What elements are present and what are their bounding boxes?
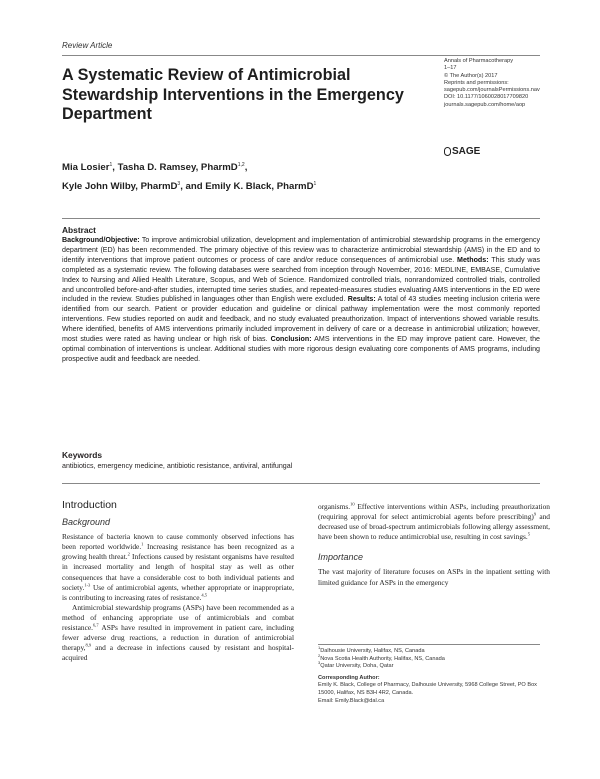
citation-ref: 8,9 [85,642,92,648]
conclusion-label: Conclusion: [270,335,312,344]
section-heading: Introduction [62,499,117,511]
meta-journal-link[interactable]: journals.sagepub.com/home/aop [444,101,526,108]
citation-ref: 9 [533,511,537,517]
publisher-name: SAGE [452,146,481,157]
footnote-rule [318,644,540,645]
left-column [62,500,294,663]
publisher-logo [444,146,480,157]
paragraph: Antimicrobial stewardship programs (ASPs) have been recommended as a method of enhancing appropriate use of antimicrobials and combat resistance.$^{6,7}$ ASPs have resulted in improvement in patient care, including fewer adverse drug reactions, a reduction in duration of antimicrobial therapy,$^{8,9}$ and a decrease in infections caused by resistant and hospital-acquired [62,602,294,663]
author: and Emily K. Black, PharmD [185,181,314,193]
meta-copyright: © The Author(s) 2017 [444,72,498,79]
background-label: Background/Objective: [62,236,140,244]
paragraph: organisms.$^{10}$ Effective interventions within ASPs, including preauthorization (requiring approval for select antimicrobial agents before prescribing)$^9$ and decreased use of broad-spectrum antimicrobials following allergy assessment, have been shown to reduce antimicrobial use, resulting in cost savings.$^5$ [318,501,550,542]
meta-journal: Annals of Pharmacotherapy [444,58,514,64]
author: Kyle John Wilby, PharmD [62,181,178,193]
subsection-heading: Importance [318,552,364,563]
keywords-text: antibiotics, emergency medicine, antibiotic resistance, antiviral, antifungal [62,462,293,470]
affil-ref: 3 [177,181,181,188]
affiliation: $^1$Dalhousie University, Halifax, NS, Canada [318,645,425,654]
affiliation: $^3$Qatar University, Doha, Qatar [318,660,394,670]
corresponding-author-address: Emily K. Black, College of Pharmacy, Dalhousie University, 5968 College Street, PO Box 15000, Halifax, NS B3H 4R2, Canada. [318,682,537,696]
journal-meta [444,58,564,109]
author: Tasha D. Ramsey, PharmD [117,162,238,174]
keywords [62,450,540,471]
results-text: A total of 43 studies meeting inclusion criteria were identified from our search. Patient or provider education and guideline or clinical pathway implementation were the most commonly reported interventions. Few studies reported on audit and feedback, and no study evaluated preauthorization. Impact of interventions showed variable results. Where identified, benefits of AMS interventions primarily included improvement in delivery of care or a decrease in antimicrobial utilization; however, most studies were rated as having unclear or high risk of bias. [62,295,540,344]
footnotes [318,645,548,705]
paragraph: Resistance of bacteria known to cause commonly observed infections has been reported worldwide.$^1$ Increasing resistance has been recognized as a growing health threat.$^2$ Infections caused by resistant organisms have resulted in increased mortality and length of hospital stay as well as other consequences that have a considerable cost to both individual patients and society.$^{1-3}$ Use of antimicrobial agents, whether appropriate or inappropriate, is contributing to increasing rates of resistance.$^{4,5}$ [62,532,294,602]
background-text: To improve antimicrobial utilization, development and implementation of antimicrobial stewardship programs in the emergency department (ED) has been recommended. The primary objective of this review was to characterize antimicrobial stewardship (AMS) in the ED and to identify interventions that improve patient outcomes or process of care and/or reduce consequences of antimicrobial use. [62,236,541,264]
abstract-heading: Abstract [62,225,96,235]
keywords-heading: Keywords [62,450,103,460]
article-type: Review Article [62,41,113,50]
affil-ref: 1,2 [237,162,245,168]
citation-ref: 1 [141,541,144,547]
keywords-rule [62,483,540,484]
right-column [318,502,550,588]
author: Mia Losier [62,162,110,174]
abstract-body [62,236,540,365]
abstract-rule [62,218,540,219]
affiliation: $^2$Nova Scotia Health Authority, Halifax, NS, Canada [318,652,445,662]
paragraph: The vast majority of literature focuses on ASPs in the inpatient setting with limited guidance for ASPs in the emergency [318,567,550,587]
methods-label: Methods: [457,255,489,264]
citation-ref: 2 [127,551,130,557]
citation-ref: 6,7 [93,622,99,628]
conclusion-text: AMS interventions in the ED may improve patient care. However, the optimal combination of interventions is unclear. Additional studies with more rigorous design evaluating core components of AMS programs, including prospective audit and feedback are needed. [62,335,541,363]
meta-permissions-link[interactable]: sagepub.com/journalsPermissions.nav [444,87,540,94]
subsection-heading: Background [62,517,111,528]
author-list: Mia Losier$^1$, Tasha D. Ramsey, PharmD$^{1,2}$, Kyle John Wilby, PharmD$^3$, and Emily K. Black, PharmD$^1$ [62,162,317,193]
citation-ref: 1-3 [84,582,91,588]
meta-doi[interactable]: DOI: 10.1177/1060028017709820 [444,94,529,101]
citation-ref: 5 [527,531,531,537]
corresponding-author-heading: Corresponding Author: [318,674,380,681]
article-title: A Systematic Review of Antimicrobial Stewardship Interventions in the Emergency Department [62,66,404,123]
meta-pages: 1–17 [444,65,457,72]
affil-ref: 1 [313,181,317,188]
results-label: Results: [347,295,376,304]
sage-logo-icon [444,147,451,156]
affil-ref: 1 [109,162,113,168]
corresponding-author-email[interactable]: Email: Emily.Black@dal.ca [318,697,385,704]
methods-text: This study was completed as a systematic review. The following databases were searched from inception through November, 2016: MEDLINE, EMBASE, Cumulative Index to Nursing and Allied Health Literature, Scopus, and Web of Science. Randomized controlled trials, nonrandomized controlled trials, controlled and uncontrolled before-and-after studies, interrupted time series studies, and repeated-measures studies evaluating AMS interventions in the ED were included in the review. Studies published in languages other than English were excluded. [62,255,540,304]
meta-reprints: Reprints and permissions: [444,79,509,86]
abstract [62,225,540,365]
citation-ref: 4,5 [201,592,207,598]
header-rule [62,55,540,56]
citation-ref: 10 [350,501,355,507]
